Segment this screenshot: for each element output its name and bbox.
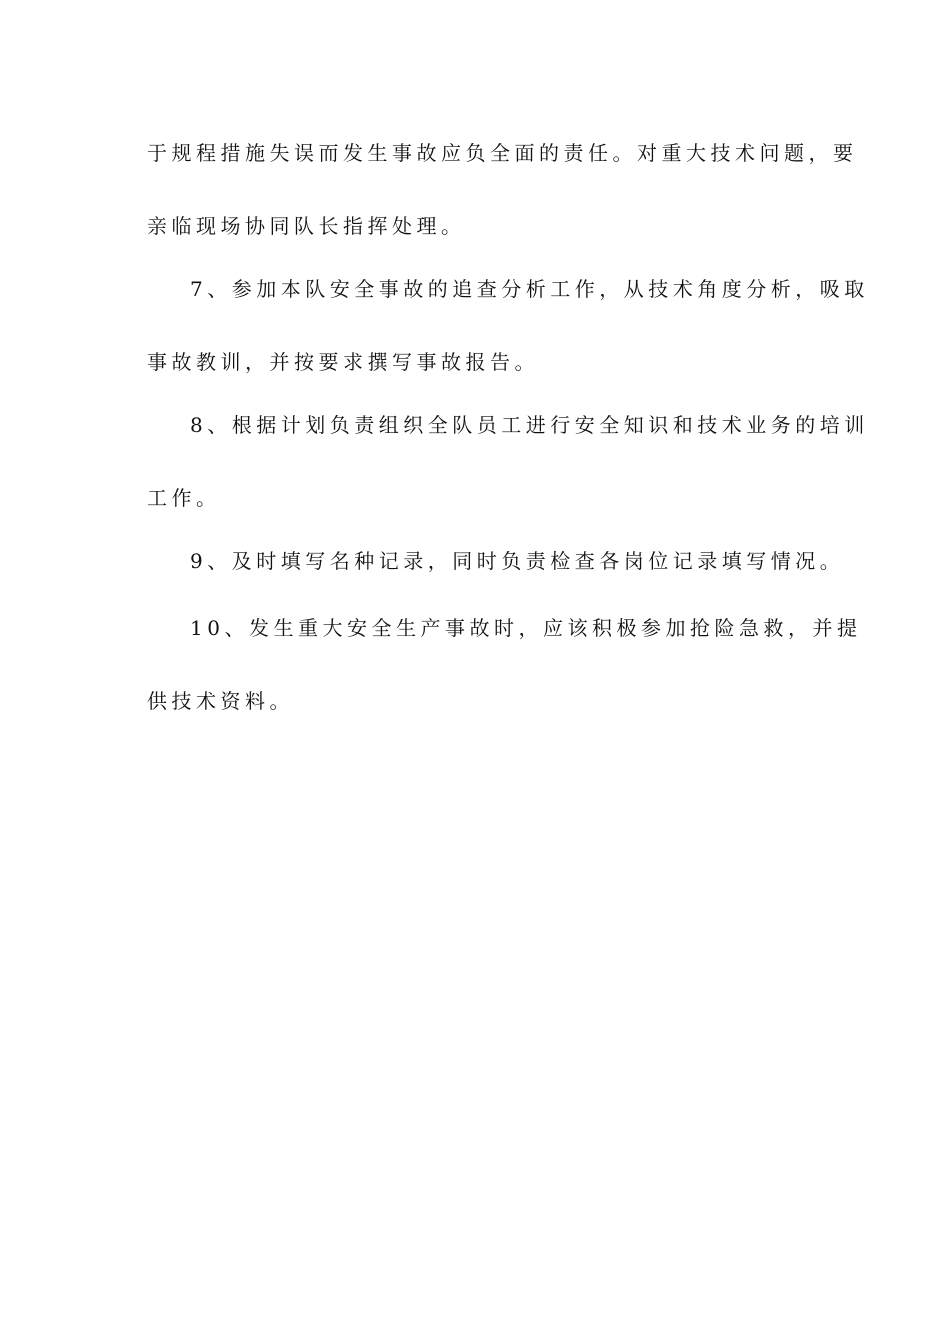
list-item-9-line: 9、及时填写名种记录，同时负责检查各岗位记录填写情况。 xyxy=(190,549,845,573)
list-item-10-continuation: 供技术资料。 xyxy=(147,689,294,713)
paragraph-line: 于规程措施失误而发生事故应负全面的责任。对重大技术问题，要 xyxy=(147,141,858,165)
list-item-10-line: 10、发生重大安全生产事故时，应该积极参加抢险急救，并提 xyxy=(190,616,862,640)
list-item-7-continuation: 事故教训，并按要求撰写事故报告。 xyxy=(147,350,539,374)
list-item-7-line: 7、参加本队安全事故的追查分析工作，从技术角度分析，吸取 xyxy=(190,277,869,301)
paragraph-line: 亲临现场协同队长指挥处理。 xyxy=(147,214,466,238)
list-item-8-continuation: 工作。 xyxy=(147,486,221,510)
list-item-8-line: 8、根据计划负责组织全队员工进行安全知识和技术业务的培训 xyxy=(190,413,869,437)
